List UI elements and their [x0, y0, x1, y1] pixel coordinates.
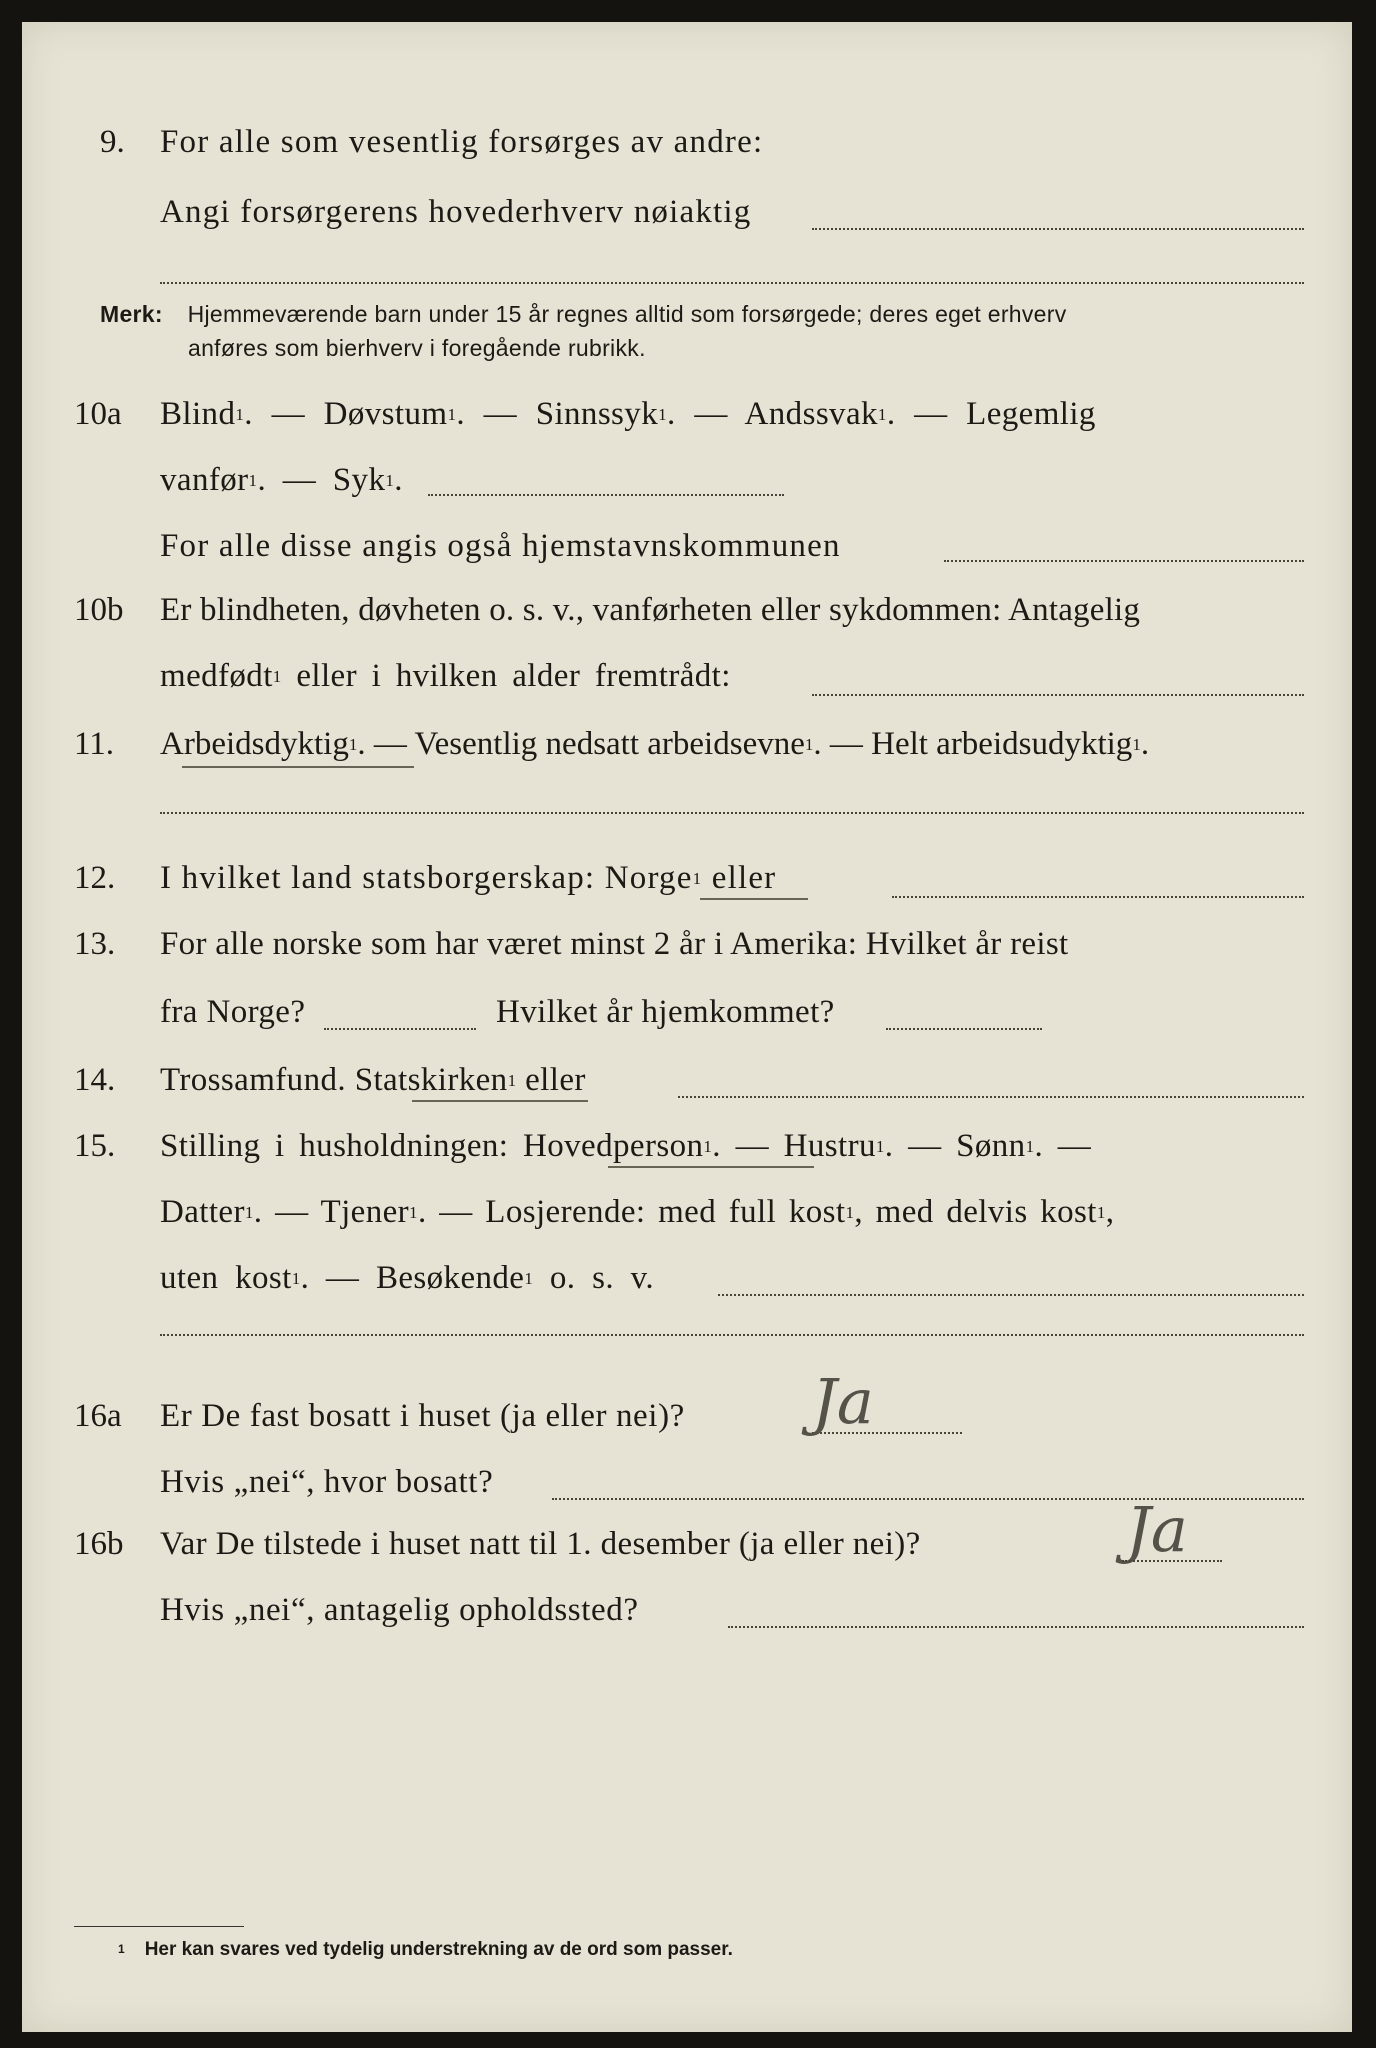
q10a-row	[22, 394, 1352, 444]
q10a-answer-line	[428, 494, 784, 496]
opt-statskirken: Statskirken	[354, 1062, 508, 1098]
q10a-text-3: For alle disse angis også hjemstavnskommunen	[160, 528, 841, 564]
q16b-number: 16b	[74, 1526, 124, 1562]
q13-reist-line	[324, 1028, 476, 1030]
underline-norge	[700, 898, 808, 900]
q12-text	[160, 858, 776, 903]
q15-row	[22, 1126, 1352, 1176]
merk-text: Hjemmeværende barn under 15 år regnes alltid som forsørgede; deres eget erhverv	[187, 301, 1067, 327]
opt-legemlig: . — Legemlig	[886, 396, 1096, 432]
sup: 1	[703, 1137, 713, 1156]
q10a-text	[160, 394, 1096, 439]
q10b-text-2	[160, 656, 731, 701]
opt-syk: . — Syk	[257, 462, 386, 498]
q15-label: Stilling i husholdningen:	[160, 1128, 524, 1164]
q15-row-3	[22, 1258, 1352, 1308]
underline-statskirken	[412, 1100, 588, 1102]
opt-sinnssyk: . — Sinnssyk	[456, 396, 659, 432]
sup: 1	[1132, 735, 1141, 754]
sup: 1	[877, 405, 887, 424]
opt-medfodt: medfødt	[160, 658, 273, 694]
sup: 1	[804, 735, 814, 754]
q14-text	[160, 1060, 586, 1105]
q16a-text: Er De fast bosatt i huset (ja eller nei)?	[160, 1398, 685, 1434]
q10b-row	[22, 590, 1352, 640]
q9-text: For alle som vesentlig forsørges av andre:	[160, 124, 764, 160]
sup: 1	[1096, 1203, 1106, 1222]
q10b-number: 10b	[74, 592, 124, 628]
q16a-number: 16a	[74, 1398, 122, 1434]
sup: 1	[409, 1203, 418, 1222]
q16b-answer-line-2	[728, 1626, 1304, 1628]
q13-hjem-line	[886, 1028, 1042, 1030]
q11-number: 11.	[74, 726, 115, 762]
opt-hustru: . — Hustru	[712, 1128, 876, 1164]
sup: 1	[507, 1071, 517, 1090]
q10a-row-2	[22, 460, 1352, 510]
q15-text	[160, 1126, 1091, 1171]
underline-hovedperson	[608, 1166, 814, 1168]
sup: 1	[291, 1269, 301, 1288]
opt-delvis-kost: , med delvis kost	[854, 1194, 1097, 1230]
opt-datter: Datter	[160, 1194, 245, 1230]
sup: 1	[658, 405, 668, 424]
q13-reist-label: fra Norge?	[160, 994, 306, 1030]
sup: 1	[235, 405, 245, 424]
q15-text-3	[160, 1258, 654, 1303]
opt-dovstum: . — Døvstum	[244, 396, 448, 432]
q12-answer-line	[892, 896, 1304, 898]
opt-vanfor: vanfør	[160, 462, 249, 498]
q16b-row-2	[22, 1590, 1352, 1640]
q16b-row	[22, 1493, 1352, 1574]
q9-number: 9.	[100, 124, 125, 160]
opt-hovedperson: Hovedperson	[523, 1128, 704, 1164]
opt-nedsatt: . — Vesentlig nedsatt arbeidsevne	[357, 726, 805, 762]
q16b-handwritten-answer: Ja	[1126, 1493, 1188, 1566]
sup: 1	[348, 735, 358, 754]
q13-number: 13.	[74, 926, 116, 962]
q16a-row	[22, 1365, 1352, 1446]
merk-note	[100, 296, 1067, 332]
q12-row	[22, 858, 1352, 908]
opt-tjener: . — Tjener	[253, 1194, 410, 1230]
underline-arbeidsdyktig	[182, 766, 414, 768]
sup: 1	[272, 667, 282, 686]
opt-udyktig: . — Helt arbeidsudyktig	[813, 726, 1133, 762]
opt-full-kost: . — Losjerende: med full kost	[417, 1194, 846, 1230]
sup: 1	[385, 471, 395, 490]
q14-number: 14.	[74, 1062, 116, 1098]
census-form-page	[22, 22, 1352, 2032]
q12-number: 12.	[74, 860, 116, 896]
q14-label: Trossamfund.	[160, 1062, 355, 1098]
opt-arbeidsdyktig: Arbeidsdyktig	[160, 726, 349, 762]
sup: 1	[692, 869, 703, 888]
q16a-handwritten-answer: Ja	[812, 1365, 874, 1438]
q11-answer-line	[160, 812, 1304, 814]
merk-note-2	[188, 330, 646, 366]
footnote-text: Her kan svares ved tydelig understrekning av de ord som passer.	[144, 1939, 733, 1960]
q15-number: 15.	[74, 1128, 116, 1164]
sup: 1	[248, 471, 258, 490]
q15-row-2	[22, 1192, 1352, 1242]
q10a-row-3	[22, 526, 1352, 576]
opt-uten-kost: uten kost	[160, 1260, 292, 1296]
sup: 1	[524, 1269, 534, 1288]
q13-row-2	[22, 992, 1352, 1042]
q10a-number: 10a	[74, 396, 122, 432]
opt-norge: Norge	[604, 860, 693, 896]
q16b-text-2: Hvis „nei“, antagelig opholdssted?	[160, 1592, 639, 1628]
q13-text: For alle norske som har været minst 2 år i Amerika: Hvilket år reist	[160, 926, 1069, 962]
q9-answer-line	[812, 228, 1304, 230]
q10a-text-2	[160, 460, 403, 505]
q9-text-2: Angi forsørgerens hovederhverv nøiaktig	[160, 194, 752, 230]
q16a-text-2: Hvis „nei“, hvor bosatt?	[160, 1464, 494, 1500]
q14-eller: eller	[516, 1062, 586, 1098]
q12-label: I hvilket land statsborgerskap:	[160, 860, 605, 896]
period: .	[1140, 726, 1150, 762]
sup: 1	[1025, 1137, 1035, 1156]
q9-row-2	[22, 192, 1352, 242]
opt-blind: Blind	[160, 396, 236, 432]
q9-answer-line-2	[160, 282, 1304, 284]
dash: . —	[1034, 1128, 1092, 1164]
comma: ,	[1105, 1194, 1115, 1230]
sup: 1	[845, 1203, 855, 1222]
q13-row	[22, 924, 1352, 974]
q9-row	[22, 122, 1352, 172]
q10b-row-2	[22, 656, 1352, 706]
footnote-rule	[74, 1926, 244, 1927]
opt-sonn: . — Sønn	[884, 1128, 1026, 1164]
q10b-alder: eller i hvilken alder fremtrådt:	[281, 658, 731, 694]
q16b-answer-line	[1122, 1560, 1222, 1562]
sup: 1	[875, 1137, 885, 1156]
q14-answer-line	[678, 1096, 1304, 1098]
q16a-answer-line-2	[552, 1498, 1304, 1500]
q10a-answer-line-3	[944, 560, 1304, 562]
footnote	[118, 1939, 733, 1961]
q15-text-2	[160, 1192, 1114, 1237]
q15-osv: o. s. v.	[533, 1260, 655, 1296]
period: .	[394, 462, 403, 498]
q10b-text: Er blindheten, døvheten o. s. v., vanførheten eller sykdommen: Antagelig	[160, 592, 1141, 628]
sup: 1	[447, 405, 457, 424]
sup: 1	[244, 1203, 254, 1222]
q12-eller: eller	[702, 860, 777, 896]
opt-besokende: . — Besøkende	[300, 1260, 525, 1296]
q13-hjem-label: Hvilket år hjemkommet?	[496, 994, 835, 1030]
opt-andssvak: . — Andssvak	[667, 396, 878, 432]
merk-text-2: anføres som bierhverv i foregående rubrikk.	[188, 335, 646, 361]
q15-answer-line-2	[160, 1334, 1304, 1336]
q16b-text: Var De tilstede i huset natt til 1. desember (ja eller nei)?	[160, 1526, 921, 1562]
footnote-mark: 1	[118, 1942, 125, 1956]
q11-text	[160, 724, 1149, 769]
merk-label: Merk:	[100, 301, 163, 327]
q14-row	[22, 1060, 1352, 1110]
q10b-answer-line	[812, 694, 1304, 696]
q15-answer-line	[718, 1294, 1304, 1296]
